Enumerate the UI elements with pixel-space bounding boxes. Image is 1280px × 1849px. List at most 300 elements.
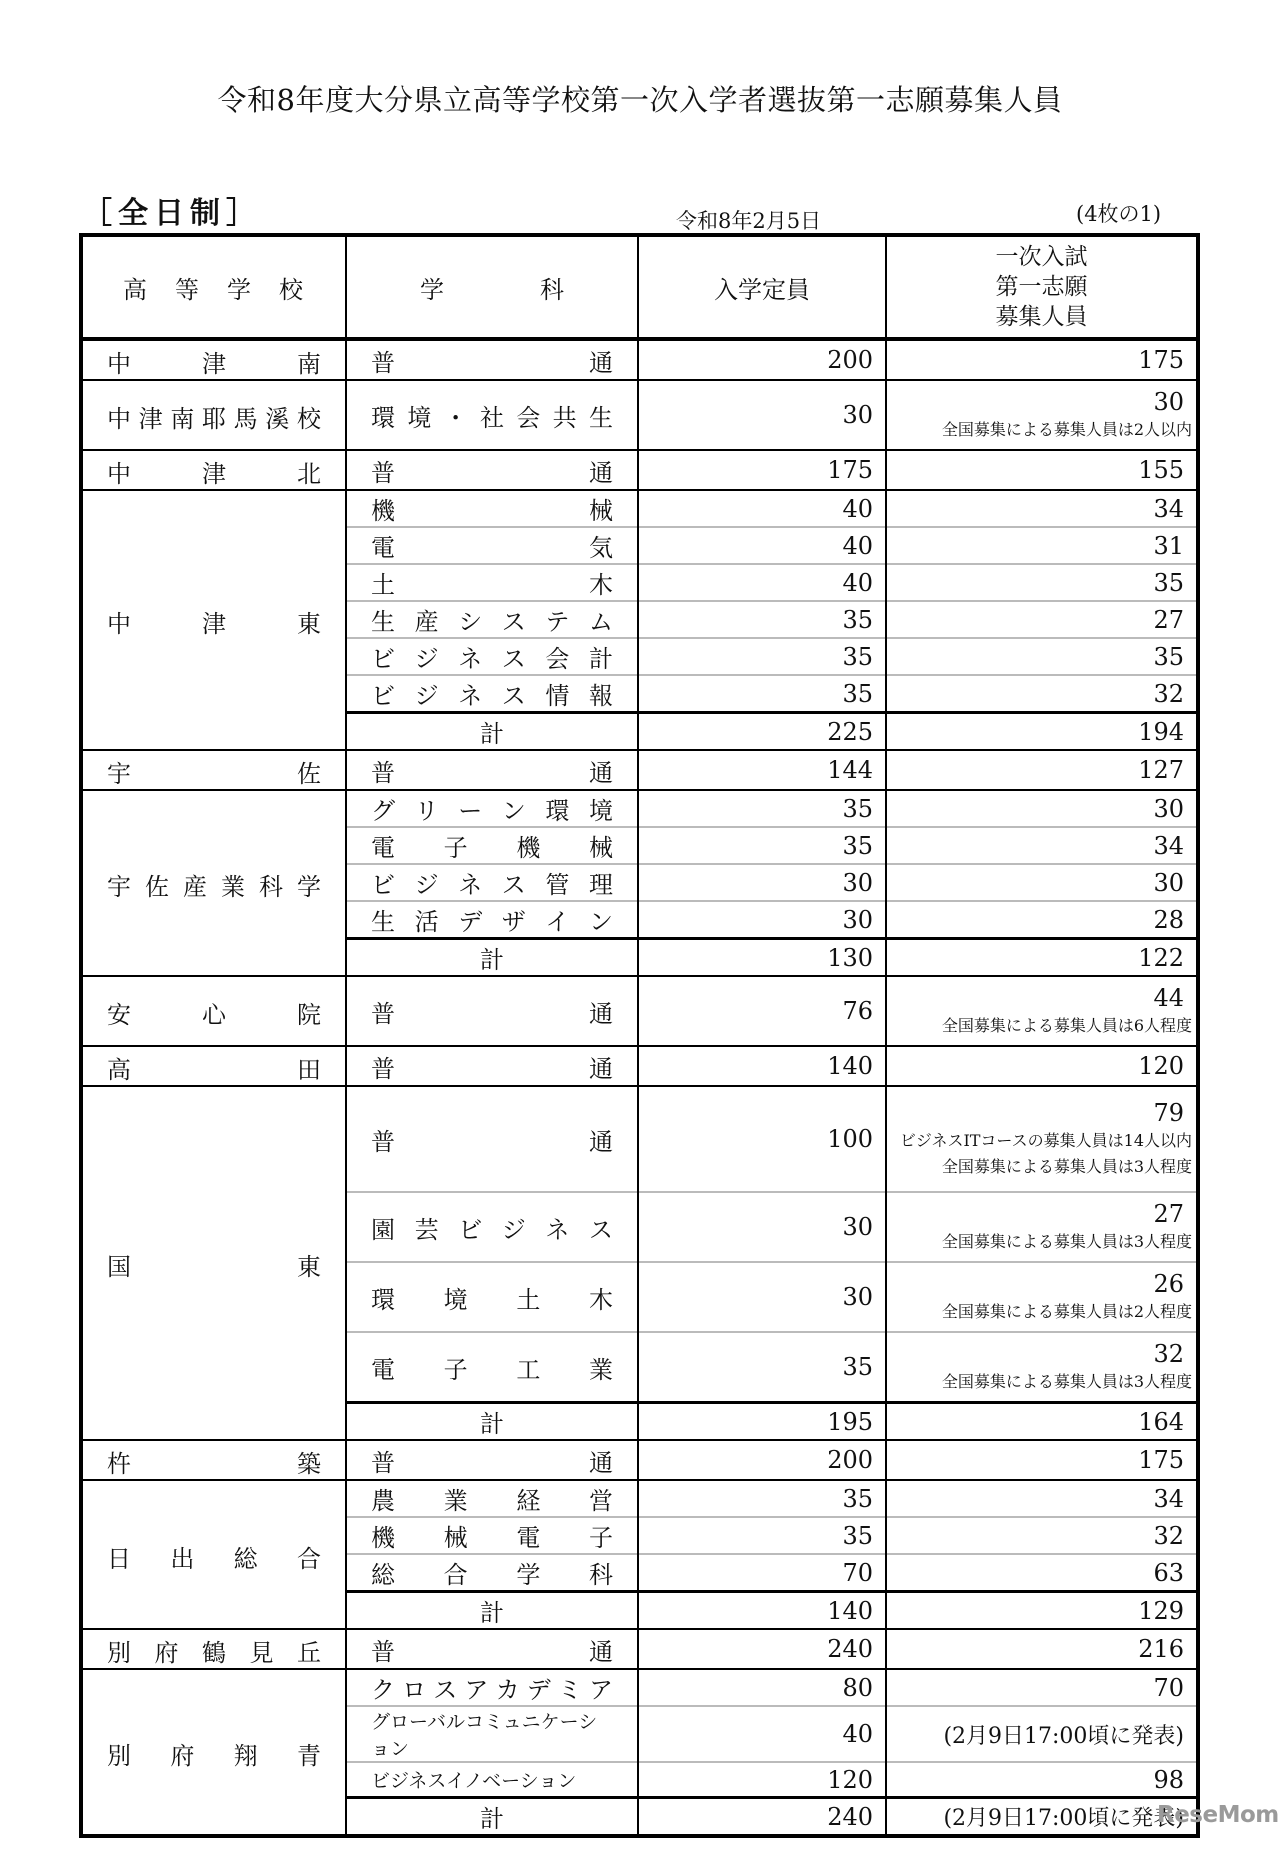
capacity-cell: 35 bbox=[638, 675, 886, 713]
recruit-cell bbox=[886, 1086, 1198, 1192]
char: 鶴 bbox=[202, 1639, 226, 1667]
char: 府 bbox=[170, 1742, 195, 1770]
header-dept-label: 学 科 bbox=[420, 275, 564, 304]
char: 会 bbox=[545, 645, 570, 673]
department-name bbox=[371, 1555, 613, 1590]
school-name bbox=[107, 1050, 321, 1085]
table-row bbox=[81, 1480, 1198, 1517]
recruit-note: 全国募集による募集人員は3人程度 bbox=[941, 1157, 1192, 1176]
char: ジ bbox=[414, 645, 439, 673]
section-label: ［全日制］ bbox=[82, 196, 262, 231]
char: 翔 bbox=[233, 1742, 258, 1770]
char: 安 bbox=[107, 1001, 131, 1029]
table-row bbox=[81, 380, 1198, 450]
school-name-cell bbox=[81, 790, 346, 976]
department-cell bbox=[346, 1629, 638, 1669]
char: 電 bbox=[371, 534, 395, 562]
department-name bbox=[371, 1049, 613, 1084]
header-school bbox=[81, 235, 346, 339]
recruit-cell bbox=[886, 1192, 1198, 1262]
department-name bbox=[371, 902, 613, 937]
char: 校 bbox=[296, 405, 321, 433]
recruit-note: 全国募集による募集人員は2人以内 bbox=[941, 420, 1192, 439]
char: 園 bbox=[371, 1215, 395, 1244]
char: ・ bbox=[443, 403, 468, 432]
char: 田 bbox=[297, 1056, 321, 1084]
department-cell bbox=[346, 1706, 638, 1762]
table-row bbox=[81, 450, 1198, 490]
table-row bbox=[81, 1046, 1198, 1086]
capacity-cell: 35 bbox=[638, 638, 886, 675]
char: 会 bbox=[516, 403, 541, 432]
header-capacity-label: 入学定員 bbox=[714, 275, 810, 304]
header-school-label: 高 等 学 校 bbox=[123, 275, 305, 304]
char: ジ bbox=[501, 1215, 526, 1244]
department-cell bbox=[346, 1086, 638, 1192]
char: 工 bbox=[516, 1355, 541, 1384]
capacity-cell: 140 bbox=[638, 1046, 886, 1086]
char: 営 bbox=[588, 1487, 613, 1515]
department-name bbox=[371, 528, 613, 563]
char: 南 bbox=[170, 405, 195, 433]
char: 高 bbox=[107, 1056, 131, 1084]
char: 学 bbox=[297, 873, 321, 901]
recruit-cell: 216 bbox=[886, 1629, 1198, 1669]
char: 情 bbox=[545, 682, 570, 710]
char: 境 bbox=[407, 403, 432, 432]
department-name: ビジネスイノベーション bbox=[371, 1770, 577, 1792]
school-name-cell bbox=[81, 1629, 346, 1669]
recruit-cell: (2月9日17:00頃に発表) bbox=[886, 1706, 1198, 1762]
department-name bbox=[371, 1518, 613, 1553]
char: ビ bbox=[371, 645, 395, 673]
recruit-cell: 34 bbox=[886, 827, 1198, 864]
recruit-count: 44 bbox=[1153, 984, 1184, 1012]
char: 普 bbox=[371, 1448, 395, 1477]
header-recruit-line: 募集人員 bbox=[995, 304, 1088, 330]
department-name bbox=[371, 1350, 613, 1385]
char: 普 bbox=[371, 758, 395, 787]
recruit-cell: 70 bbox=[886, 1669, 1198, 1706]
school-name-cell bbox=[81, 1669, 346, 1836]
school-name-cell bbox=[81, 1046, 346, 1086]
char: 産 bbox=[414, 608, 439, 636]
capacity-cell: 200 bbox=[638, 339, 886, 380]
char: 械 bbox=[443, 1524, 468, 1552]
recruit-cell: 32 bbox=[886, 675, 1198, 713]
char: ミ bbox=[557, 1676, 582, 1704]
recruit-cell: 175 bbox=[886, 1440, 1198, 1480]
recruit-note: 全国募集による募集人員は6人程度 bbox=[941, 1016, 1192, 1035]
char: 普 bbox=[371, 1637, 395, 1666]
capacity-cell: 30 bbox=[638, 1192, 886, 1262]
school-name-cell bbox=[81, 450, 346, 490]
char: 産 bbox=[183, 873, 207, 901]
char: 械 bbox=[589, 497, 613, 525]
capacity-cell: 35 bbox=[638, 1480, 886, 1517]
recruit-cell: 98 bbox=[886, 1762, 1198, 1798]
char: 子 bbox=[443, 1355, 468, 1384]
capacity-cell: 80 bbox=[638, 1669, 886, 1706]
char: グ bbox=[371, 797, 395, 825]
char: 通 bbox=[589, 1448, 613, 1477]
char: ア bbox=[588, 1676, 613, 1704]
recruit-cell bbox=[886, 1332, 1198, 1403]
table-row bbox=[81, 339, 1198, 380]
char: 報 bbox=[588, 682, 613, 710]
total-label: 計 bbox=[346, 1592, 638, 1630]
char: 機 bbox=[371, 1524, 395, 1552]
department-cell bbox=[346, 864, 638, 901]
department-name bbox=[371, 791, 613, 826]
school-name-cell bbox=[81, 1440, 346, 1480]
char: 日 bbox=[107, 1544, 131, 1573]
capacity-cell: 35 bbox=[638, 827, 886, 864]
char: 普 bbox=[371, 1054, 395, 1083]
char: ビ bbox=[458, 1215, 483, 1244]
char: 電 bbox=[516, 1524, 541, 1552]
char: 南 bbox=[297, 350, 321, 378]
char: 普 bbox=[371, 1127, 395, 1156]
document-title: 令和8年度大分県立高等学校第一次入学者選抜第一志願募集人員 bbox=[217, 83, 1063, 117]
department-name bbox=[371, 491, 613, 526]
school-name-cell bbox=[81, 490, 346, 750]
recruit-cell bbox=[886, 380, 1198, 450]
char: 木 bbox=[589, 571, 613, 599]
department-name bbox=[371, 639, 613, 674]
char: 環 bbox=[545, 797, 570, 825]
department-name bbox=[371, 1122, 613, 1157]
char: 府 bbox=[154, 1639, 179, 1667]
char: 通 bbox=[589, 1637, 613, 1666]
char: 芸 bbox=[414, 1215, 439, 1244]
table-row bbox=[81, 790, 1198, 827]
department-cell bbox=[346, 976, 638, 1046]
school-name bbox=[107, 754, 321, 789]
total-capacity: 195 bbox=[638, 1403, 886, 1441]
department-cell bbox=[346, 901, 638, 939]
char: 東 bbox=[297, 610, 321, 638]
recruit-cell: 63 bbox=[886, 1554, 1198, 1592]
department-name bbox=[371, 828, 613, 863]
total-recruit: 129 bbox=[886, 1592, 1198, 1630]
department-cell bbox=[346, 638, 638, 675]
char: 別 bbox=[107, 1742, 131, 1770]
department-cell bbox=[346, 750, 638, 790]
department-cell bbox=[346, 1480, 638, 1517]
capacity-cell: 100 bbox=[638, 1086, 886, 1192]
total-recruit: (2月9日17:00頃に発表) bbox=[886, 1798, 1198, 1837]
char: 計 bbox=[588, 645, 613, 673]
department-name bbox=[371, 753, 613, 788]
total-recruit: 122 bbox=[886, 939, 1198, 977]
department-name bbox=[371, 1632, 613, 1667]
char: ー bbox=[458, 797, 483, 825]
char: ス bbox=[588, 1215, 613, 1244]
recruit-cell: 31 bbox=[886, 527, 1198, 564]
department-cell bbox=[346, 1517, 638, 1554]
char: 津 bbox=[202, 350, 226, 378]
recruit-cell bbox=[886, 1262, 1198, 1332]
char: ス bbox=[501, 871, 526, 899]
recruit-note: 全国募集による募集人員は2人程度 bbox=[941, 1302, 1192, 1321]
capacity-cell: 35 bbox=[638, 1332, 886, 1403]
table-row bbox=[81, 1629, 1198, 1669]
char: 普 bbox=[371, 999, 395, 1028]
school-name bbox=[107, 1633, 321, 1668]
total-capacity: 140 bbox=[638, 1592, 886, 1630]
capacity-cell: 30 bbox=[638, 380, 886, 450]
char: 心 bbox=[202, 1001, 226, 1029]
char: 土 bbox=[371, 571, 395, 599]
capacity-cell: 40 bbox=[638, 1706, 886, 1762]
char: 境 bbox=[443, 1285, 468, 1314]
capacity-cell: 70 bbox=[638, 1554, 886, 1592]
char: 科 bbox=[588, 1561, 613, 1589]
table-row bbox=[81, 1440, 1198, 1480]
recruit-count: 26 bbox=[1153, 1270, 1184, 1298]
total-label: 計 bbox=[346, 1403, 638, 1441]
char: 木 bbox=[588, 1285, 613, 1314]
table-row bbox=[81, 1086, 1198, 1192]
total-label: 計 bbox=[346, 939, 638, 977]
recruit-count: 27 bbox=[1153, 1200, 1184, 1228]
capacity-cell: 35 bbox=[638, 601, 886, 638]
recruit-cell: 32 bbox=[886, 1517, 1198, 1554]
char: 津 bbox=[138, 405, 163, 433]
recruit-cell bbox=[886, 976, 1198, 1046]
char: 社 bbox=[479, 403, 504, 432]
capacity-cell: 40 bbox=[638, 527, 886, 564]
department-name bbox=[371, 676, 613, 711]
char: ム bbox=[588, 608, 613, 636]
char: 業 bbox=[588, 1355, 613, 1384]
department-cell bbox=[346, 490, 638, 527]
school-name-cell bbox=[81, 750, 346, 790]
char: 普 bbox=[371, 348, 395, 377]
char: 見 bbox=[249, 1639, 274, 1667]
department-name bbox=[371, 1210, 613, 1245]
table-header-row bbox=[81, 235, 1198, 339]
recruit-cell: 30 bbox=[886, 864, 1198, 901]
department-cell bbox=[346, 339, 638, 380]
char: 別 bbox=[107, 1639, 131, 1667]
department-cell bbox=[346, 1262, 638, 1332]
char: ン bbox=[588, 908, 613, 936]
department-name bbox=[371, 398, 613, 433]
recruit-cell: 27 bbox=[886, 601, 1198, 638]
char: 学 bbox=[516, 1561, 541, 1589]
capacity-cell: 200 bbox=[638, 1440, 886, 1480]
capacity-cell: 144 bbox=[638, 750, 886, 790]
char: テ bbox=[545, 608, 570, 636]
char: ス bbox=[433, 1676, 458, 1704]
department-name bbox=[371, 1670, 613, 1705]
recruitment-table bbox=[79, 233, 1200, 1838]
recruit-count: 32 bbox=[1153, 1340, 1184, 1368]
char: ネ bbox=[458, 682, 483, 710]
page-indicator: (4枚の1) bbox=[1076, 202, 1162, 226]
char: 宇 bbox=[107, 873, 131, 901]
department-cell bbox=[346, 380, 638, 450]
capacity-cell: 240 bbox=[638, 1629, 886, 1669]
capacity-cell: 35 bbox=[638, 1517, 886, 1554]
char: 耶 bbox=[201, 405, 226, 433]
header-capacity bbox=[638, 235, 886, 339]
department-name bbox=[371, 994, 613, 1029]
char: 出 bbox=[170, 1544, 195, 1573]
char: ネ bbox=[458, 871, 483, 899]
char: 理 bbox=[588, 871, 613, 899]
char: ビ bbox=[371, 871, 395, 899]
header-dept bbox=[346, 235, 638, 339]
char: 佐 bbox=[145, 873, 169, 901]
department-cell bbox=[346, 675, 638, 713]
recruit-cell: 127 bbox=[886, 750, 1198, 790]
school-name bbox=[107, 454, 321, 489]
capacity-cell: 30 bbox=[638, 901, 886, 939]
char: 宇 bbox=[107, 760, 131, 788]
department-cell bbox=[346, 1332, 638, 1403]
school-name bbox=[107, 1247, 321, 1282]
char: 管 bbox=[545, 871, 570, 899]
school-name-cell bbox=[81, 1086, 346, 1440]
department-cell bbox=[346, 601, 638, 638]
char: 合 bbox=[296, 1544, 321, 1573]
char: 通 bbox=[589, 999, 613, 1028]
char: 機 bbox=[371, 497, 395, 525]
char: 総 bbox=[233, 1544, 258, 1573]
char: 築 bbox=[297, 1450, 321, 1478]
recruit-note: ビジネスITコースの募集人員は14人以内 bbox=[899, 1131, 1192, 1150]
char: ネ bbox=[458, 645, 483, 673]
header-recruit-line: 一次入試 bbox=[995, 244, 1088, 270]
char: 中 bbox=[107, 350, 131, 378]
recruit-cell: 34 bbox=[886, 490, 1198, 527]
recruit-cell: 120 bbox=[886, 1046, 1198, 1086]
recruit-note: 全国募集による募集人員は3人程度 bbox=[941, 1372, 1192, 1391]
department-cell bbox=[346, 790, 638, 827]
resemom-watermark-logo: ReseMom bbox=[1157, 1802, 1279, 1828]
char: 子 bbox=[443, 834, 468, 862]
char: 環 bbox=[371, 403, 395, 432]
char: ス bbox=[501, 682, 526, 710]
char: 津 bbox=[202, 610, 226, 638]
school-name bbox=[107, 1539, 321, 1574]
char: 合 bbox=[443, 1561, 468, 1589]
char: 青 bbox=[296, 1742, 321, 1770]
char: ネ bbox=[545, 1215, 570, 1244]
total-label: 計 bbox=[346, 1798, 638, 1837]
char: ロ bbox=[402, 1676, 427, 1704]
capacity-cell: 40 bbox=[638, 564, 886, 601]
department-cell bbox=[346, 1440, 638, 1480]
department-name bbox=[371, 1280, 613, 1315]
char: 総 bbox=[371, 1561, 395, 1589]
char: 電 bbox=[371, 834, 395, 862]
department-name bbox=[371, 1443, 613, 1478]
department-cell bbox=[346, 1192, 638, 1262]
char: 環 bbox=[371, 1285, 395, 1314]
char: 佐 bbox=[297, 760, 321, 788]
table-row bbox=[81, 750, 1198, 790]
char: 溪 bbox=[265, 405, 290, 433]
char: 通 bbox=[589, 758, 613, 787]
char: 械 bbox=[588, 834, 613, 862]
char: 通 bbox=[589, 1054, 613, 1083]
char: 杵 bbox=[107, 1450, 131, 1478]
char: ス bbox=[501, 608, 526, 636]
char: 中 bbox=[107, 405, 131, 433]
char: 馬 bbox=[233, 405, 258, 433]
school-name-cell bbox=[81, 380, 346, 450]
char: 機 bbox=[516, 834, 541, 862]
recruit-cell: 175 bbox=[886, 339, 1198, 380]
department-cell bbox=[346, 564, 638, 601]
char: 境 bbox=[588, 797, 613, 825]
total-capacity: 130 bbox=[638, 939, 886, 977]
char: ザ bbox=[501, 908, 526, 936]
char: 国 bbox=[107, 1253, 131, 1281]
header-recruit-line: 第一志願 bbox=[995, 274, 1088, 300]
char: 生 bbox=[371, 908, 395, 936]
capacity-cell: 35 bbox=[638, 790, 886, 827]
school-name-cell bbox=[81, 339, 346, 380]
capacity-cell: 175 bbox=[638, 450, 886, 490]
char: 津 bbox=[202, 460, 226, 488]
school-name-cell bbox=[81, 976, 346, 1046]
total-recruit: 194 bbox=[886, 713, 1198, 751]
char: 活 bbox=[414, 908, 439, 936]
char: 北 bbox=[297, 460, 321, 488]
capacity-cell: 120 bbox=[638, 1762, 886, 1798]
char: 中 bbox=[107, 460, 131, 488]
department-cell bbox=[346, 450, 638, 490]
department-name bbox=[371, 1481, 613, 1516]
recruit-cell: 28 bbox=[886, 901, 1198, 939]
school-name-cell bbox=[81, 1480, 346, 1629]
school-name bbox=[107, 344, 321, 379]
recruit-count: 79 bbox=[1153, 1099, 1184, 1127]
department-cell bbox=[346, 827, 638, 864]
char: 中 bbox=[107, 610, 131, 638]
capacity-cell: 76 bbox=[638, 976, 886, 1046]
char: 通 bbox=[589, 1127, 613, 1156]
char: 業 bbox=[443, 1487, 468, 1515]
department-name bbox=[371, 602, 613, 637]
char: デ bbox=[458, 908, 483, 936]
school-name bbox=[107, 1444, 321, 1479]
char: ジ bbox=[414, 871, 439, 899]
capacity-cell: 40 bbox=[638, 490, 886, 527]
department-name bbox=[371, 565, 613, 600]
department-name bbox=[371, 865, 613, 900]
char: 土 bbox=[516, 1285, 541, 1314]
char: リ bbox=[414, 797, 439, 825]
total-label: 計 bbox=[346, 713, 638, 751]
department-cell bbox=[346, 527, 638, 564]
recruit-count: 30 bbox=[1153, 388, 1184, 416]
char: イ bbox=[545, 908, 570, 936]
char: ジ bbox=[414, 682, 439, 710]
char: シ bbox=[458, 608, 483, 636]
recruit-cell: 34 bbox=[886, 1480, 1198, 1517]
table-row bbox=[81, 490, 1198, 527]
department-name bbox=[371, 453, 613, 488]
char: 院 bbox=[297, 1001, 321, 1029]
char: 通 bbox=[589, 458, 613, 487]
char: 丘 bbox=[297, 1639, 321, 1667]
